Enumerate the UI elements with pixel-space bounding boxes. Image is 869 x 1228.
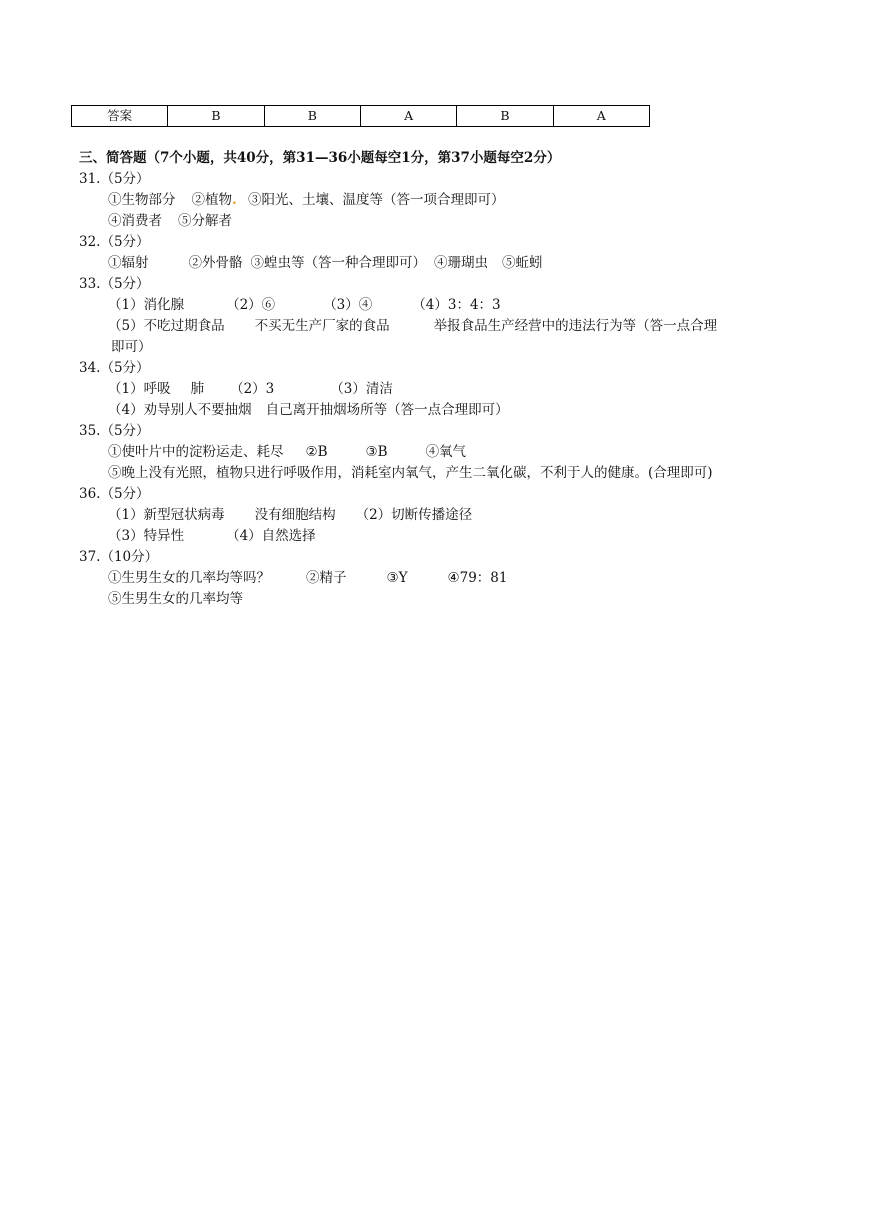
answer-item: ③阳光、土壤、温度等（答一项合理即可） <box>248 192 505 208</box>
question-35-line-1 <box>79 442 819 463</box>
answer-item: （3）④ <box>323 297 373 313</box>
question-36-number: 36.（5分） <box>79 486 150 502</box>
answer-table <box>71 105 650 127</box>
question-35-number: 35.（5分） <box>79 423 150 439</box>
answer-item: ⑤晚上没有光照，植物只进行呼吸作用，消耗室内氧气，产生二氧化碳，不利于人的健康。(合理即可) <box>108 465 713 481</box>
answer-cell: B <box>168 106 264 127</box>
answer-item: 即可） <box>111 339 152 355</box>
answer-item: （2）⑥ <box>226 297 276 313</box>
answer-item: （3）清洁 <box>330 381 393 397</box>
question-32-line-1 <box>79 253 819 274</box>
section-subtitle: （7个小题，共40分，第31—36小题每空1分，第37小题每空2分） <box>146 150 561 166</box>
question-31-number: 31.（5分） <box>79 171 150 187</box>
answer-item: （1）消化腺 <box>108 297 185 313</box>
answer-row <box>72 106 650 127</box>
answer-item: ③B <box>365 444 388 460</box>
question-34-line-1 <box>79 379 819 400</box>
answer-item: （4）3：4：3 <box>412 297 501 313</box>
answer-item: ①生男生女的几率均等吗？ <box>108 570 270 586</box>
answer-item: 举报食品生产经营中的违法行为等（答一点合理 <box>433 318 718 334</box>
section-title: 三、简答题 <box>79 150 147 166</box>
answer-item: ③Y <box>386 570 408 586</box>
question-33-line-2 <box>79 316 819 337</box>
answer-item: ④氧气 <box>425 444 467 460</box>
question-31-line-1 <box>79 190 819 211</box>
question-34-number: 34.（5分） <box>79 360 150 376</box>
answer-cell: B <box>264 106 360 127</box>
question-37-line-1 <box>79 568 819 589</box>
answer-item: （2）3 <box>230 381 275 397</box>
question-31-line-2 <box>79 211 819 232</box>
answer-item: ⑤生男生女的几率均等 <box>108 591 243 607</box>
answer-item: ②B <box>305 444 328 460</box>
question-35-line-2 <box>79 463 819 484</box>
answer-item: （4）自然选择 <box>226 528 316 544</box>
answer-item: （1）呼吸 <box>108 381 171 397</box>
answer-item: ④珊瑚虫 <box>434 255 488 271</box>
answer-cell: A <box>360 106 456 127</box>
question-36-line-1 <box>79 505 819 526</box>
answer-item: 没有细胞结构 <box>254 507 336 523</box>
question-36-line-2 <box>79 526 819 547</box>
answer-item: （5）不吃过期食品 <box>108 318 225 334</box>
answer-item: （4）劝导别人不要抽烟 <box>108 402 252 418</box>
answer-item: ②精子 <box>306 570 347 586</box>
answer-item: ⑤分解者 <box>178 213 232 229</box>
answer-header-cell: 答案 <box>72 106 168 127</box>
question-34-line-2 <box>79 400 819 421</box>
answer-item: ①辐射 <box>108 255 149 271</box>
answer-section <box>79 148 819 610</box>
question-32-number: 32.（5分） <box>79 234 150 250</box>
answer-item: 肺 <box>190 381 205 397</box>
section-heading <box>79 148 819 169</box>
answer-item: ①生物部分 <box>108 192 176 208</box>
answer-item: （1）新型冠状病毒 <box>108 507 225 523</box>
answer-item: ③蝗虫等（答一种合理即可） <box>250 255 426 271</box>
question-33-number: 33.（5分） <box>79 276 150 292</box>
question-33-line-1 <box>79 295 819 316</box>
question-37-line-2 <box>79 589 819 610</box>
answer-item: ⑤蚯蚓 <box>502 255 543 271</box>
answer-item: （2）切断传播途径 <box>355 507 473 523</box>
answer-item: 自己离开抽烟场所等（答一点合理即可） <box>265 402 509 418</box>
mark-dot-icon: . <box>232 192 237 208</box>
answer-item: 不买无生产厂家的食品 <box>254 318 390 334</box>
answer-item: ④消费者 <box>108 213 162 229</box>
answer-item: ①使叶片中的淀粉运走、耗尽 <box>108 444 284 460</box>
answer-item: ②植物 <box>191 192 232 208</box>
answer-cell: A <box>553 106 649 127</box>
answer-cell: B <box>457 106 553 127</box>
answer-item: （3）特异性 <box>108 528 185 544</box>
question-33-line-3 <box>79 337 819 358</box>
answer-item: ④79：81 <box>447 570 508 586</box>
answer-item: ②外骨骼 <box>188 255 243 271</box>
question-37-number: 37.（10分） <box>79 549 159 565</box>
